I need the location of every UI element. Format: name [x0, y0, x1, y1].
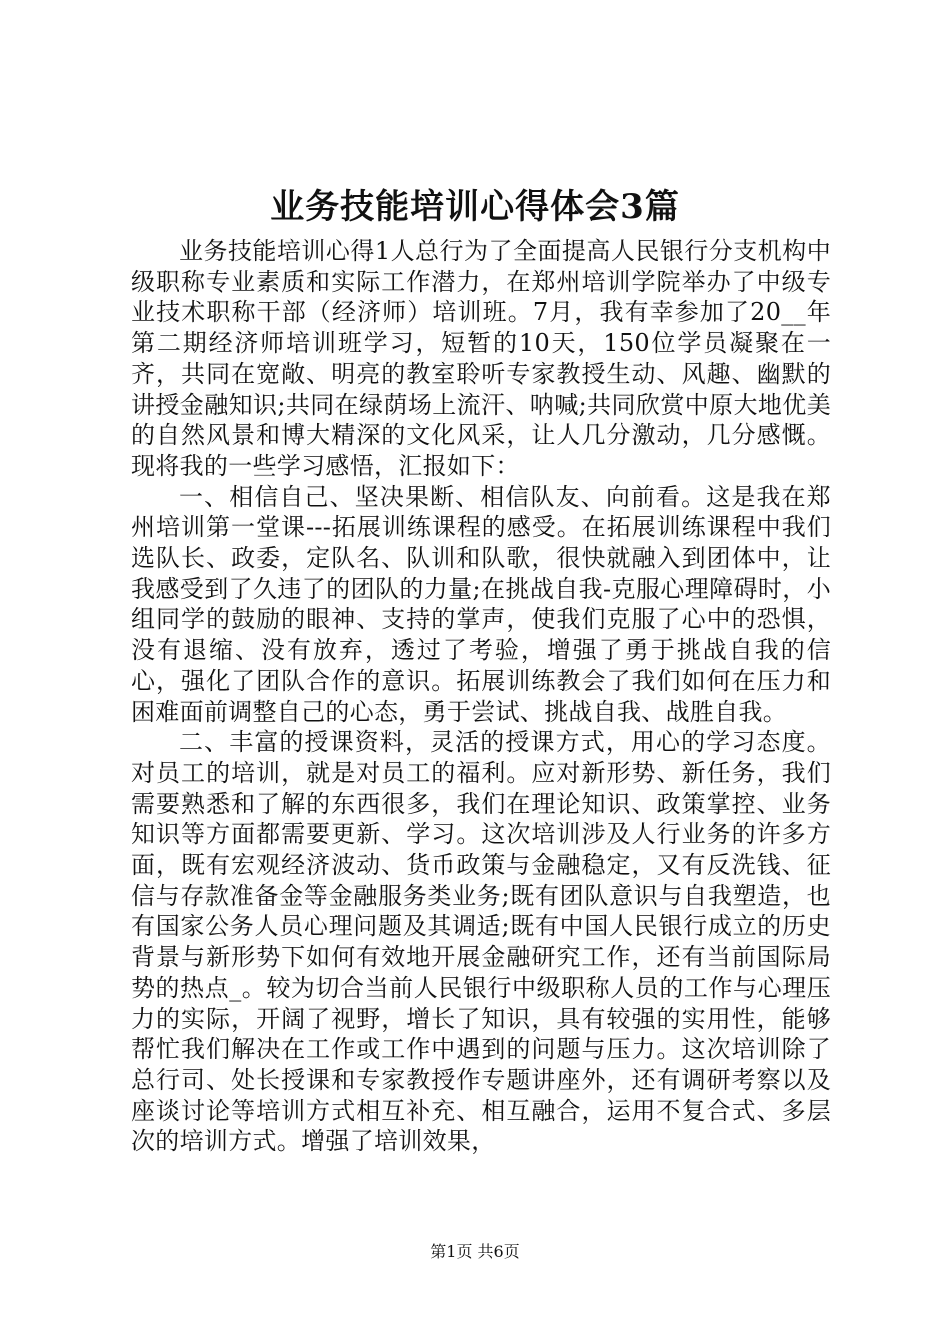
document-body: [131, 236, 831, 1157]
document-title: 业务技能培训心得体会3篇: [270, 187, 680, 227]
paragraph-section-one: 一、相信自己、坚决果断、相信队友、向前看。这是我在郑州培训第一堂课---拓展训练课程的感受。在拓展训练课程中我们选队长、政委，定队名、队训和队歌，很快就融入到团体中，让我感受到了久违了的团队的力量;在挑战自我-克服心理障碍时，小组同学的鼓励的眼神、支持的掌声，使我们克服了心中的恐惧，没有退缩、没有放弃，透过了考验，增强了勇于挑战自我的信心，强化了团队合作的意识。拓展训练教会了我们如何在压力和困难面前调整自己的心态，勇于尝试、挑战自我、战胜自我。: [131, 482, 831, 726]
paragraph-section-two: 二、丰富的授课资料，灵活的授课方式，用心的学习态度。对员工的培训，就是对员工的福利。应对新形势、新任务，我们需要熟悉和了解的东西很多，我们在理论知识、政策掌控、业务知识等方面都需要更新、学习。这次培训涉及人行业务的许多方面，既有宏观经济波动、货币政策与金融稳定，又有反洗钱、征信与存款准备金等金融服务类业务;既有团队意识与自我塑造，也有国家公务人员心理问题及其调适;既有中国人民银行成立的历史背景与新形势下如何有效地开展金融研究工作，还有当前国际局势的热点_。较为切合当前人民银行中级职称人员的工作与心理压力的实际，开阔了视野，增长了知识，具有较强的实用性，能够帮忙我们解决在工作或工作中遇到的问题与压力。这次培训除了总行司、处长授课和专家教授作专题讲座外，还有调研考察以及座谈讨论等培训方式相互补充、相互融合，运用不复合式、多层次的培训方式。增强了培训效果，: [131, 728, 831, 1156]
paragraph-intro: 业务技能培训心得1人总行为了全面提高人民银行分支机构中级职称专业素质和实际工作潜力，在郑州培训学院举办了中级专业技术职称干部（经济师）培训班。7月，我有幸参加了20__年第二期经济师培训班学习，短暂的10天，150位学员凝聚在一齐，共同在宽敞、明亮的教室聆听专家教授生动、风趣、幽默的讲授金融知识;共同在绿荫场上流汗、呐喊;共同欣赏中原大地优美的自然风景和博大精深的文化风采，让人几分激动，几分感慨。现将我的一些学习感悟，汇报如下：: [131, 237, 831, 480]
page-number-footer: 第1页 共6页: [430, 1242, 520, 1261]
